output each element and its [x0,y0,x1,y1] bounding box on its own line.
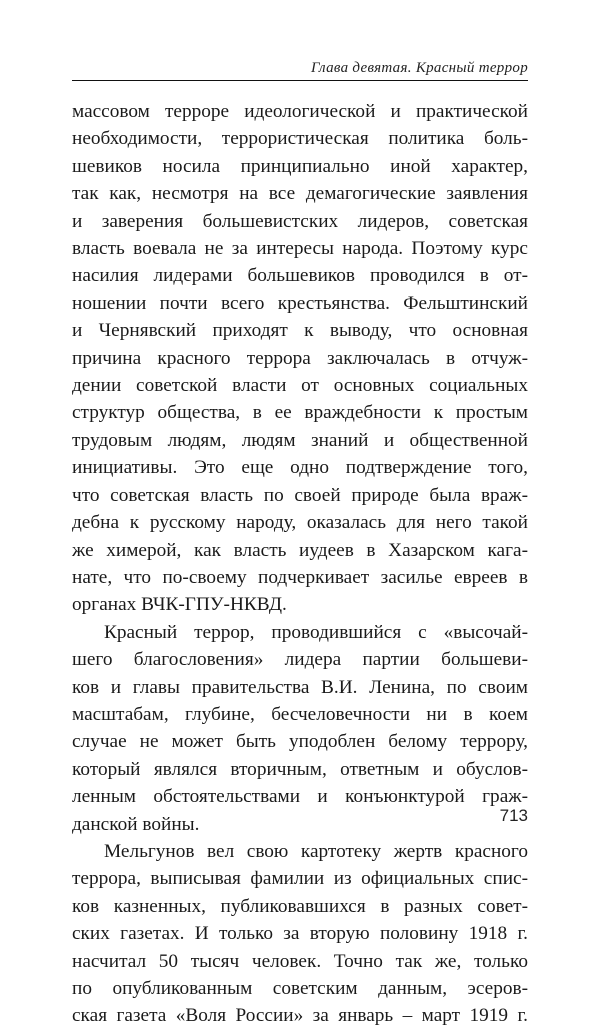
text-line: по опубликованным советским данным, эсеров- [72,978,528,999]
text-line: насилия лидерами большевиков проводился в от- [72,265,528,287]
page-body [72,98,528,1030]
text-line: насчитал 50 тысяч человек. Точно так же, только [72,950,528,972]
text-line: террора, выписывая фамилии из официальных спис- [72,868,528,890]
text-line: необходимости, террористическая политика боль- [72,128,528,150]
text-line: и Чернявский приходят к выводу, что основная [72,320,528,342]
text-line: дебна к русскому народу, оказалась для него такой [72,512,528,534]
text-line: масштабам, глубине, бесчеловечности ни в коем [72,703,528,725]
text-line: ношении почти всего крестьянства. Фельштинский [72,292,528,314]
text-line: массовом терроре идеологической и практической [72,101,528,122]
page-number: 713 [499,806,528,825]
running-head: Глава девятая. Красный террор [311,60,528,76]
text-line: же химерой, как власть иудеев в Хазарском кага- [72,539,528,561]
text-line: ков и главы правительства В.И. Ленина, по своим [72,676,528,698]
text-line: причина красного террора заключалась в отчуж- [72,347,528,369]
paragraph-3 [72,838,528,1030]
text-line: инициативы. Это еще одно подтверждение того, [72,457,528,479]
text-line: органах ВЧК-ГПУ-НКВД. [72,594,287,616]
text-line: шевиков носила принципиально иной характер, [72,155,528,177]
text-line: трудовым людям, людям знаний и общественной [72,429,528,451]
text-line: который являлся вторичным, ответным и обуслов- [72,758,528,780]
text-line: ских газетах. И только за вторую половину 1918 г. [72,923,528,945]
text-line: что советская власть по своей природе была враж- [72,484,528,506]
header-rule [72,80,528,81]
paragraph-1 [72,98,528,619]
text-line: шего благословения» лидера партии большеви- [72,649,528,671]
text-line: случае не может быть уподоблен белому террору, [72,731,528,753]
text-line: и заверения большевистских лидеров, советская [72,210,528,232]
text-line: ская газета «Воля России» за январь – март 1919 г. [72,1005,528,1027]
text-line: Мельгунов вел свою картотеку жертв красного [104,840,528,862]
text-line: Красный террор, проводившийся с «высочай- [104,621,528,643]
text-line: структур общества, в ее враждебности к простым [72,402,528,424]
text-line: ленным обстоятельствами и конъюнктурой граж- [72,786,528,808]
text-line: дении советской власти от основных социальных [72,375,528,397]
text-line: данской войны. [72,813,200,835]
text-line: власть воевала не за интересы народа. Поэтому курс [72,238,528,260]
text-line: так как, несмотря на все демагогические заявления [72,183,528,205]
paragraph-2 [72,619,528,838]
text-line: ков казненных, публиковавшихся в разных совет- [72,895,528,917]
text-line: нате, что по-своему подчеркивает засилье евреев в [72,566,528,588]
